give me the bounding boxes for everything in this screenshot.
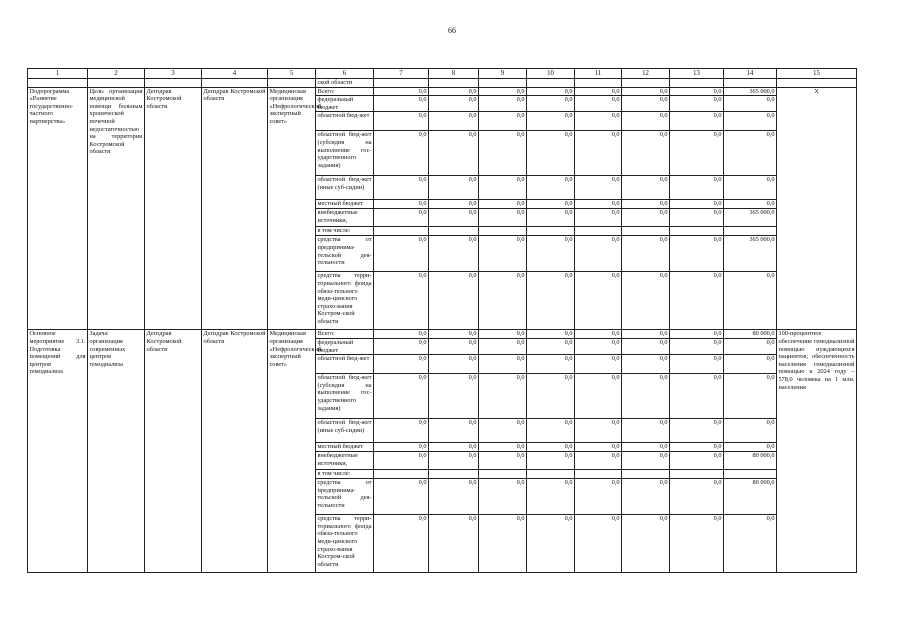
- amount-cell: 0,0: [429, 87, 479, 96]
- amount-cell: 0,0: [479, 272, 527, 330]
- column-header: 3: [145, 69, 202, 79]
- amount-cell: 0,0: [479, 452, 527, 470]
- amount-cell: 0,0: [479, 374, 527, 419]
- amount-cell: 0,0: [575, 479, 622, 515]
- amount-cell: 0,0: [429, 200, 479, 209]
- amount-cell: 0,0: [429, 419, 479, 443]
- amount-cell: 0,0: [575, 515, 622, 573]
- amount-cell: 0,0: [429, 515, 479, 573]
- amount-cell: 0,0: [575, 236, 622, 272]
- amount-cell: 0,0: [429, 355, 479, 374]
- amount-cell: 0,0: [374, 479, 429, 515]
- participant-cell: Медицинская организация «Нефрологический экспертный совет»: [268, 87, 316, 330]
- funding-source-cell: средства терри-ториального фонда обяза-тельного меди-цинского страхо-вания Костром-ской области: [316, 515, 374, 573]
- amount-cell: [724, 470, 777, 479]
- funding-source-cell: областной бюд-жет (иные суб-сидии): [316, 419, 374, 443]
- funding-source-cell: областной бюд-жет (иные суб-сидии): [316, 176, 374, 200]
- amount-cell: 0,0: [670, 355, 724, 374]
- amount-cell: 0,0: [622, 330, 670, 339]
- amount-cell: 0,0: [575, 131, 622, 176]
- amount-cell: 0,0: [670, 96, 724, 112]
- amount-cell: 0,0: [374, 209, 429, 227]
- column-header: 13: [670, 69, 724, 79]
- amount-cell: 0,0: [575, 338, 622, 354]
- amount-cell: 0,0: [479, 176, 527, 200]
- amount-cell: 0,0: [724, 131, 777, 176]
- executor-cell: Депздрав Костромской области: [202, 330, 268, 573]
- expected-result-cell: 100-процентное обеспечение гемодиализной помощью нуждающихся пациентов; обеспеченность населения гемодиализной помощью к 2024 году – 578,0 человека на 1 млн. населения: [777, 330, 857, 573]
- amount-cell: 0,0: [575, 112, 622, 131]
- amount-cell: 0,0: [429, 176, 479, 200]
- amount-cell: 0,0: [575, 87, 622, 96]
- funding-source-cell: Всего:: [316, 87, 374, 96]
- amount-cell: 0,0: [622, 374, 670, 419]
- responsible-cell: Депздрав Костромской области: [145, 330, 202, 573]
- amount-cell: 0,0: [575, 419, 622, 443]
- amount-cell: 0,0: [429, 330, 479, 339]
- column-header: 9: [479, 69, 527, 79]
- amount-cell: 0,0: [374, 87, 429, 96]
- amount-cell: 0,0: [527, 209, 575, 227]
- amount-cell: 0,0: [374, 131, 429, 176]
- amount-cell: 0,0: [374, 112, 429, 131]
- amount-cell: [622, 470, 670, 479]
- column-header: 14: [724, 69, 777, 79]
- measure-name-cell: Подпрограмма «Развитие государственно-частного партнерства»: [28, 87, 88, 330]
- funding-source-cell: местный бюджет: [316, 200, 374, 209]
- amount-cell: 0,0: [622, 236, 670, 272]
- amount-cell: 0,0: [527, 131, 575, 176]
- amount-cell: 0,0: [479, 87, 527, 96]
- amount-cell: [429, 227, 479, 236]
- responsible-cell: Депздрав Костромской области: [145, 87, 202, 330]
- amount-cell: 0,0: [479, 330, 527, 339]
- amount-cell: 0,0: [622, 131, 670, 176]
- amount-cell: 0,0: [670, 479, 724, 515]
- amount-cell: 0,0: [527, 419, 575, 443]
- column-header: 5: [268, 69, 316, 79]
- column-header: 11: [575, 69, 622, 79]
- goal-cell: Цель: организация медицинской помощи больным хронической почечной недостаточностью на территории Костромской области: [88, 87, 145, 330]
- amount-cell: 0,0: [670, 236, 724, 272]
- amount-cell: [724, 227, 777, 236]
- amount-cell: 80 000,0: [724, 452, 777, 470]
- amount-cell: 0,0: [429, 112, 479, 131]
- amount-cell: 0,0: [374, 443, 429, 452]
- funding-source-cell: федеральный бюджет: [316, 96, 374, 112]
- funding-source-cell: федеральный бюджет: [316, 338, 374, 354]
- amount-cell: 0,0: [429, 452, 479, 470]
- amount-cell: 0,0: [527, 330, 575, 339]
- amount-cell: 80 000,0: [724, 330, 777, 339]
- amount-cell: [527, 227, 575, 236]
- column-header: 8: [429, 69, 479, 79]
- amount-cell: 0,0: [622, 209, 670, 227]
- amount-cell: 0,0: [670, 200, 724, 209]
- amount-cell: 0,0: [670, 452, 724, 470]
- amount-cell: 0,0: [527, 87, 575, 96]
- column-header: 7: [374, 69, 429, 79]
- amount-cell: 0,0: [374, 176, 429, 200]
- amount-cell: 0,0: [374, 419, 429, 443]
- table-row: [28, 330, 857, 339]
- amount-cell: 0,0: [479, 112, 527, 131]
- amount-cell: 0,0: [527, 236, 575, 272]
- participant-cell: Медицинская организация «Нефрологический экспертный совет»: [268, 330, 316, 573]
- amount-cell: 0,0: [670, 419, 724, 443]
- amount-cell: 0,0: [479, 131, 527, 176]
- amount-cell: 0,0: [374, 515, 429, 573]
- amount-cell: 0,0: [575, 272, 622, 330]
- amount-cell: 0,0: [479, 419, 527, 443]
- amount-cell: 0,0: [724, 176, 777, 200]
- amount-cell: 0,0: [670, 272, 724, 330]
- amount-cell: 0,0: [622, 515, 670, 573]
- amount-cell: [479, 470, 527, 479]
- funding-source-cell: местный бюджет: [316, 443, 374, 452]
- amount-cell: 0,0: [374, 200, 429, 209]
- funding-source-cell: в том числе:: [316, 470, 374, 479]
- amount-cell: 0,0: [479, 200, 527, 209]
- amount-cell: 0,0: [374, 272, 429, 330]
- amount-cell: 0,0: [429, 374, 479, 419]
- amount-cell: 0,0: [724, 338, 777, 354]
- column-header: 6: [316, 69, 374, 79]
- funding-source-cell: средства от предпринима-тельской дея-тельности: [316, 479, 374, 515]
- amount-cell: 0,0: [622, 200, 670, 209]
- funding-source-cell: в том числе:: [316, 227, 374, 236]
- amount-cell: 0,0: [575, 443, 622, 452]
- expected-result-cell: X: [777, 87, 857, 330]
- funding-source-cell: средства от предпринима-тельской дея-тельности: [316, 236, 374, 272]
- amount-cell: 0,0: [527, 452, 575, 470]
- amount-cell: 0,0: [374, 236, 429, 272]
- amount-cell: 0,0: [527, 479, 575, 515]
- column-header: 15: [777, 69, 857, 79]
- financing-table: [27, 68, 857, 573]
- amount-cell: 0,0: [429, 479, 479, 515]
- amount-cell: 0,0: [622, 419, 670, 443]
- funding-source-cell: областной бюд-жет: [316, 355, 374, 374]
- column-header: 12: [622, 69, 670, 79]
- amount-cell: [670, 227, 724, 236]
- amount-cell: 0,0: [724, 443, 777, 452]
- amount-cell: 0,0: [374, 452, 429, 470]
- amount-cell: 0,0: [622, 176, 670, 200]
- amount-cell: 0,0: [724, 200, 777, 209]
- amount-cell: 0,0: [575, 452, 622, 470]
- amount-cell: 0,0: [724, 112, 777, 131]
- amount-cell: 0,0: [724, 419, 777, 443]
- amount-cell: 365 000,0: [724, 236, 777, 272]
- funding-source-cell: Всего:: [316, 330, 374, 339]
- funding-source-cell: областной бюд-жет (субсидия на выполнение гос-ударственного задания): [316, 131, 374, 176]
- amount-cell: [429, 470, 479, 479]
- funding-source-cell: внебюджетные источники,: [316, 209, 374, 227]
- amount-cell: 0,0: [527, 200, 575, 209]
- amount-cell: 0,0: [622, 112, 670, 131]
- amount-cell: [479, 227, 527, 236]
- amount-cell: 0,0: [429, 338, 479, 354]
- amount-cell: 0,0: [374, 338, 429, 354]
- amount-cell: 0,0: [374, 355, 429, 374]
- amount-cell: 0,0: [575, 200, 622, 209]
- amount-cell: 0,0: [429, 96, 479, 112]
- amount-cell: 0,0: [670, 338, 724, 354]
- amount-cell: 0,0: [622, 272, 670, 330]
- amount-cell: 0,0: [622, 479, 670, 515]
- amount-cell: 0,0: [724, 374, 777, 419]
- amount-cell: 0,0: [622, 338, 670, 354]
- amount-cell: 0,0: [374, 330, 429, 339]
- amount-cell: 0,0: [479, 209, 527, 227]
- amount-cell: 0,0: [479, 236, 527, 272]
- measure-name-cell: Основное мероприятие 3.1. Подготовка помещений для центров гемодиализа: [28, 330, 88, 573]
- column-number-row: [28, 69, 857, 79]
- amount-cell: 0,0: [527, 176, 575, 200]
- column-header: 10: [527, 69, 575, 79]
- amount-cell: 0,0: [527, 374, 575, 419]
- amount-cell: 0,0: [429, 209, 479, 227]
- amount-cell: 0,0: [724, 355, 777, 374]
- amount-cell: 0,0: [670, 112, 724, 131]
- amount-cell: 0,0: [374, 374, 429, 419]
- amount-cell: [575, 470, 622, 479]
- amount-cell: 0,0: [670, 87, 724, 96]
- amount-cell: 0,0: [575, 374, 622, 419]
- amount-cell: 365 000,0: [724, 87, 777, 96]
- amount-cell: 0,0: [670, 176, 724, 200]
- amount-cell: 0,0: [479, 338, 527, 354]
- carry-over-row: [28, 79, 857, 88]
- amount-cell: 0,0: [429, 236, 479, 272]
- amount-cell: 365 000,0: [724, 209, 777, 227]
- amount-cell: 0,0: [622, 355, 670, 374]
- funding-source-cell: внебюджетные источники,: [316, 452, 374, 470]
- amount-cell: 0,0: [479, 443, 527, 452]
- amount-cell: 0,0: [575, 209, 622, 227]
- amount-cell: 0,0: [527, 112, 575, 131]
- executor-cell: Депздрав Костромской области: [202, 87, 268, 330]
- amount-cell: [374, 227, 429, 236]
- amount-cell: 0,0: [622, 96, 670, 112]
- amount-cell: [575, 227, 622, 236]
- amount-cell: 0,0: [429, 443, 479, 452]
- amount-cell: [622, 227, 670, 236]
- amount-cell: 0,0: [479, 515, 527, 573]
- amount-cell: 0,0: [724, 515, 777, 573]
- amount-cell: 0,0: [670, 330, 724, 339]
- column-header: 4: [202, 69, 268, 79]
- amount-cell: 0,0: [575, 330, 622, 339]
- amount-cell: 0,0: [724, 96, 777, 112]
- amount-cell: 80 000,0: [724, 479, 777, 515]
- amount-cell: 0,0: [429, 272, 479, 330]
- amount-cell: 0,0: [479, 479, 527, 515]
- amount-cell: 0,0: [527, 355, 575, 374]
- amount-cell: 0,0: [724, 272, 777, 330]
- amount-cell: 0,0: [622, 87, 670, 96]
- amount-cell: 0,0: [527, 443, 575, 452]
- amount-cell: 0,0: [527, 515, 575, 573]
- amount-cell: [374, 470, 429, 479]
- amount-cell: 0,0: [374, 96, 429, 112]
- column-header: 1: [28, 69, 88, 79]
- amount-cell: [670, 470, 724, 479]
- amount-cell: 0,0: [429, 131, 479, 176]
- amount-cell: 0,0: [622, 443, 670, 452]
- amount-cell: 0,0: [479, 355, 527, 374]
- page-number: 66: [448, 26, 456, 35]
- amount-cell: 0,0: [527, 272, 575, 330]
- amount-cell: 0,0: [575, 96, 622, 112]
- table-row: [28, 87, 857, 96]
- funding-source-cell: средства терри-ториального фонда обяза-тельного меди-цинского страхо-вания Костром-ской области: [316, 272, 374, 330]
- carry-over-cell: ской области: [316, 79, 374, 88]
- amount-cell: 0,0: [670, 443, 724, 452]
- amount-cell: 0,0: [479, 96, 527, 112]
- amount-cell: 0,0: [670, 131, 724, 176]
- amount-cell: 0,0: [527, 338, 575, 354]
- amount-cell: 0,0: [670, 515, 724, 573]
- amount-cell: 0,0: [670, 209, 724, 227]
- amount-cell: 0,0: [575, 176, 622, 200]
- amount-cell: 0,0: [670, 374, 724, 419]
- amount-cell: 0,0: [622, 452, 670, 470]
- amount-cell: 0,0: [575, 355, 622, 374]
- column-header: 2: [88, 69, 145, 79]
- funding-source-cell: областной бюд-жет (субсидия на выполнение гос-ударственного задания): [316, 374, 374, 419]
- goal-cell: Задача: организация современных центров гемодиализа: [88, 330, 145, 573]
- amount-cell: [527, 470, 575, 479]
- funding-source-cell: областной бюд-жет: [316, 112, 374, 131]
- amount-cell: 0,0: [527, 96, 575, 112]
